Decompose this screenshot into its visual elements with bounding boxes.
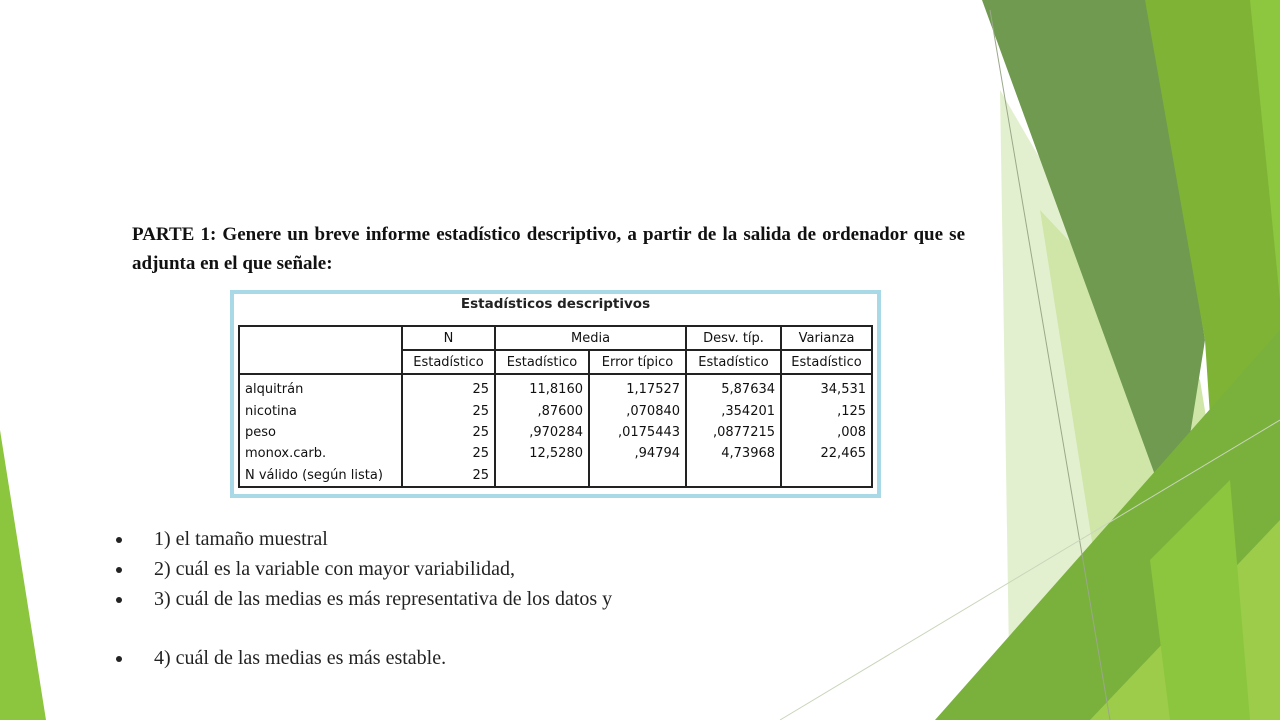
cell-media — [495, 464, 589, 487]
cell-var: 22,465 — [781, 443, 872, 464]
cell-error: ,070840 — [589, 401, 686, 422]
header-media: Media — [495, 326, 686, 350]
cell-error — [589, 464, 686, 487]
table-row — [239, 422, 872, 443]
subheader-cell: Estadístico — [495, 350, 589, 374]
subheader-cell: Error típico — [589, 350, 686, 374]
bullet-icon — [116, 656, 122, 662]
group-header-row — [239, 326, 872, 350]
subheader-cell: Estadístico — [781, 350, 872, 374]
corner-cell — [239, 326, 402, 374]
table-row — [239, 443, 872, 464]
cell-n: 25 — [402, 443, 495, 464]
table-row — [239, 401, 872, 422]
bullet-icon — [116, 597, 122, 603]
cell-media: 11,8160 — [495, 374, 589, 401]
cell-error: 1,17527 — [589, 374, 686, 401]
list-item — [112, 584, 612, 614]
list-item — [112, 524, 612, 554]
subheader-cell: Estadístico — [402, 350, 495, 374]
header-n: N — [402, 326, 495, 350]
cell-var: 34,531 — [781, 374, 872, 401]
cell-n: 25 — [402, 422, 495, 443]
cell-desv: 5,87634 — [686, 374, 781, 401]
bullet-icon — [116, 537, 122, 543]
list-item — [112, 643, 612, 673]
bullet-icon — [116, 567, 122, 573]
row-label: N válido (según lista) — [239, 464, 402, 487]
table-title: Estadísticos descriptivos — [460, 296, 651, 312]
cell-error: ,94794 — [589, 443, 686, 464]
header-varianza: Varianza — [781, 326, 872, 350]
cell-media: ,87600 — [495, 401, 589, 422]
cell-var — [781, 464, 872, 487]
question-list — [112, 524, 612, 673]
cell-n: 25 — [402, 374, 495, 401]
cell-error: ,0175443 — [589, 422, 686, 443]
cell-media: 12,5280 — [495, 443, 589, 464]
row-label: nicotina — [239, 401, 402, 422]
cell-var: ,125 — [781, 401, 872, 422]
row-label: alquitrán — [239, 374, 402, 401]
subheader-cell: Estadístico — [686, 350, 781, 374]
table-row — [239, 464, 872, 487]
stats-table-frame — [230, 290, 881, 498]
list-item-text: 4) cuál de las medias es más estable. — [154, 647, 447, 669]
left-green-sliver — [0, 430, 46, 720]
table-row — [239, 374, 872, 401]
list-item-text: 2) cuál es la variable con mayor variabilidad, — [154, 558, 515, 580]
instruction-heading: PARTE 1: Genere un breve informe estadístico descriptivo, a partir de la salida de ordenador que se adjunta en el que señale: — [132, 224, 965, 274]
cell-n: 25 — [402, 401, 495, 422]
row-label: peso — [239, 422, 402, 443]
cell-desv: ,354201 — [686, 401, 781, 422]
cell-media: ,970284 — [495, 422, 589, 443]
row-label: monox.carb. — [239, 443, 402, 464]
list-item-text: 3) cuál de las medias es más representativa de los datos y — [154, 588, 613, 610]
cell-n: 25 — [402, 464, 495, 487]
cell-desv: 4,73968 — [686, 443, 781, 464]
list-item-text: 1) el tamaño muestral — [154, 528, 328, 550]
cell-desv: ,0877215 — [686, 422, 781, 443]
list-item — [112, 554, 612, 584]
cell-desv — [686, 464, 781, 487]
cell-var: ,008 — [781, 422, 872, 443]
descriptive-stats-table — [238, 325, 873, 488]
header-desv: Desv. típ. — [686, 326, 781, 350]
